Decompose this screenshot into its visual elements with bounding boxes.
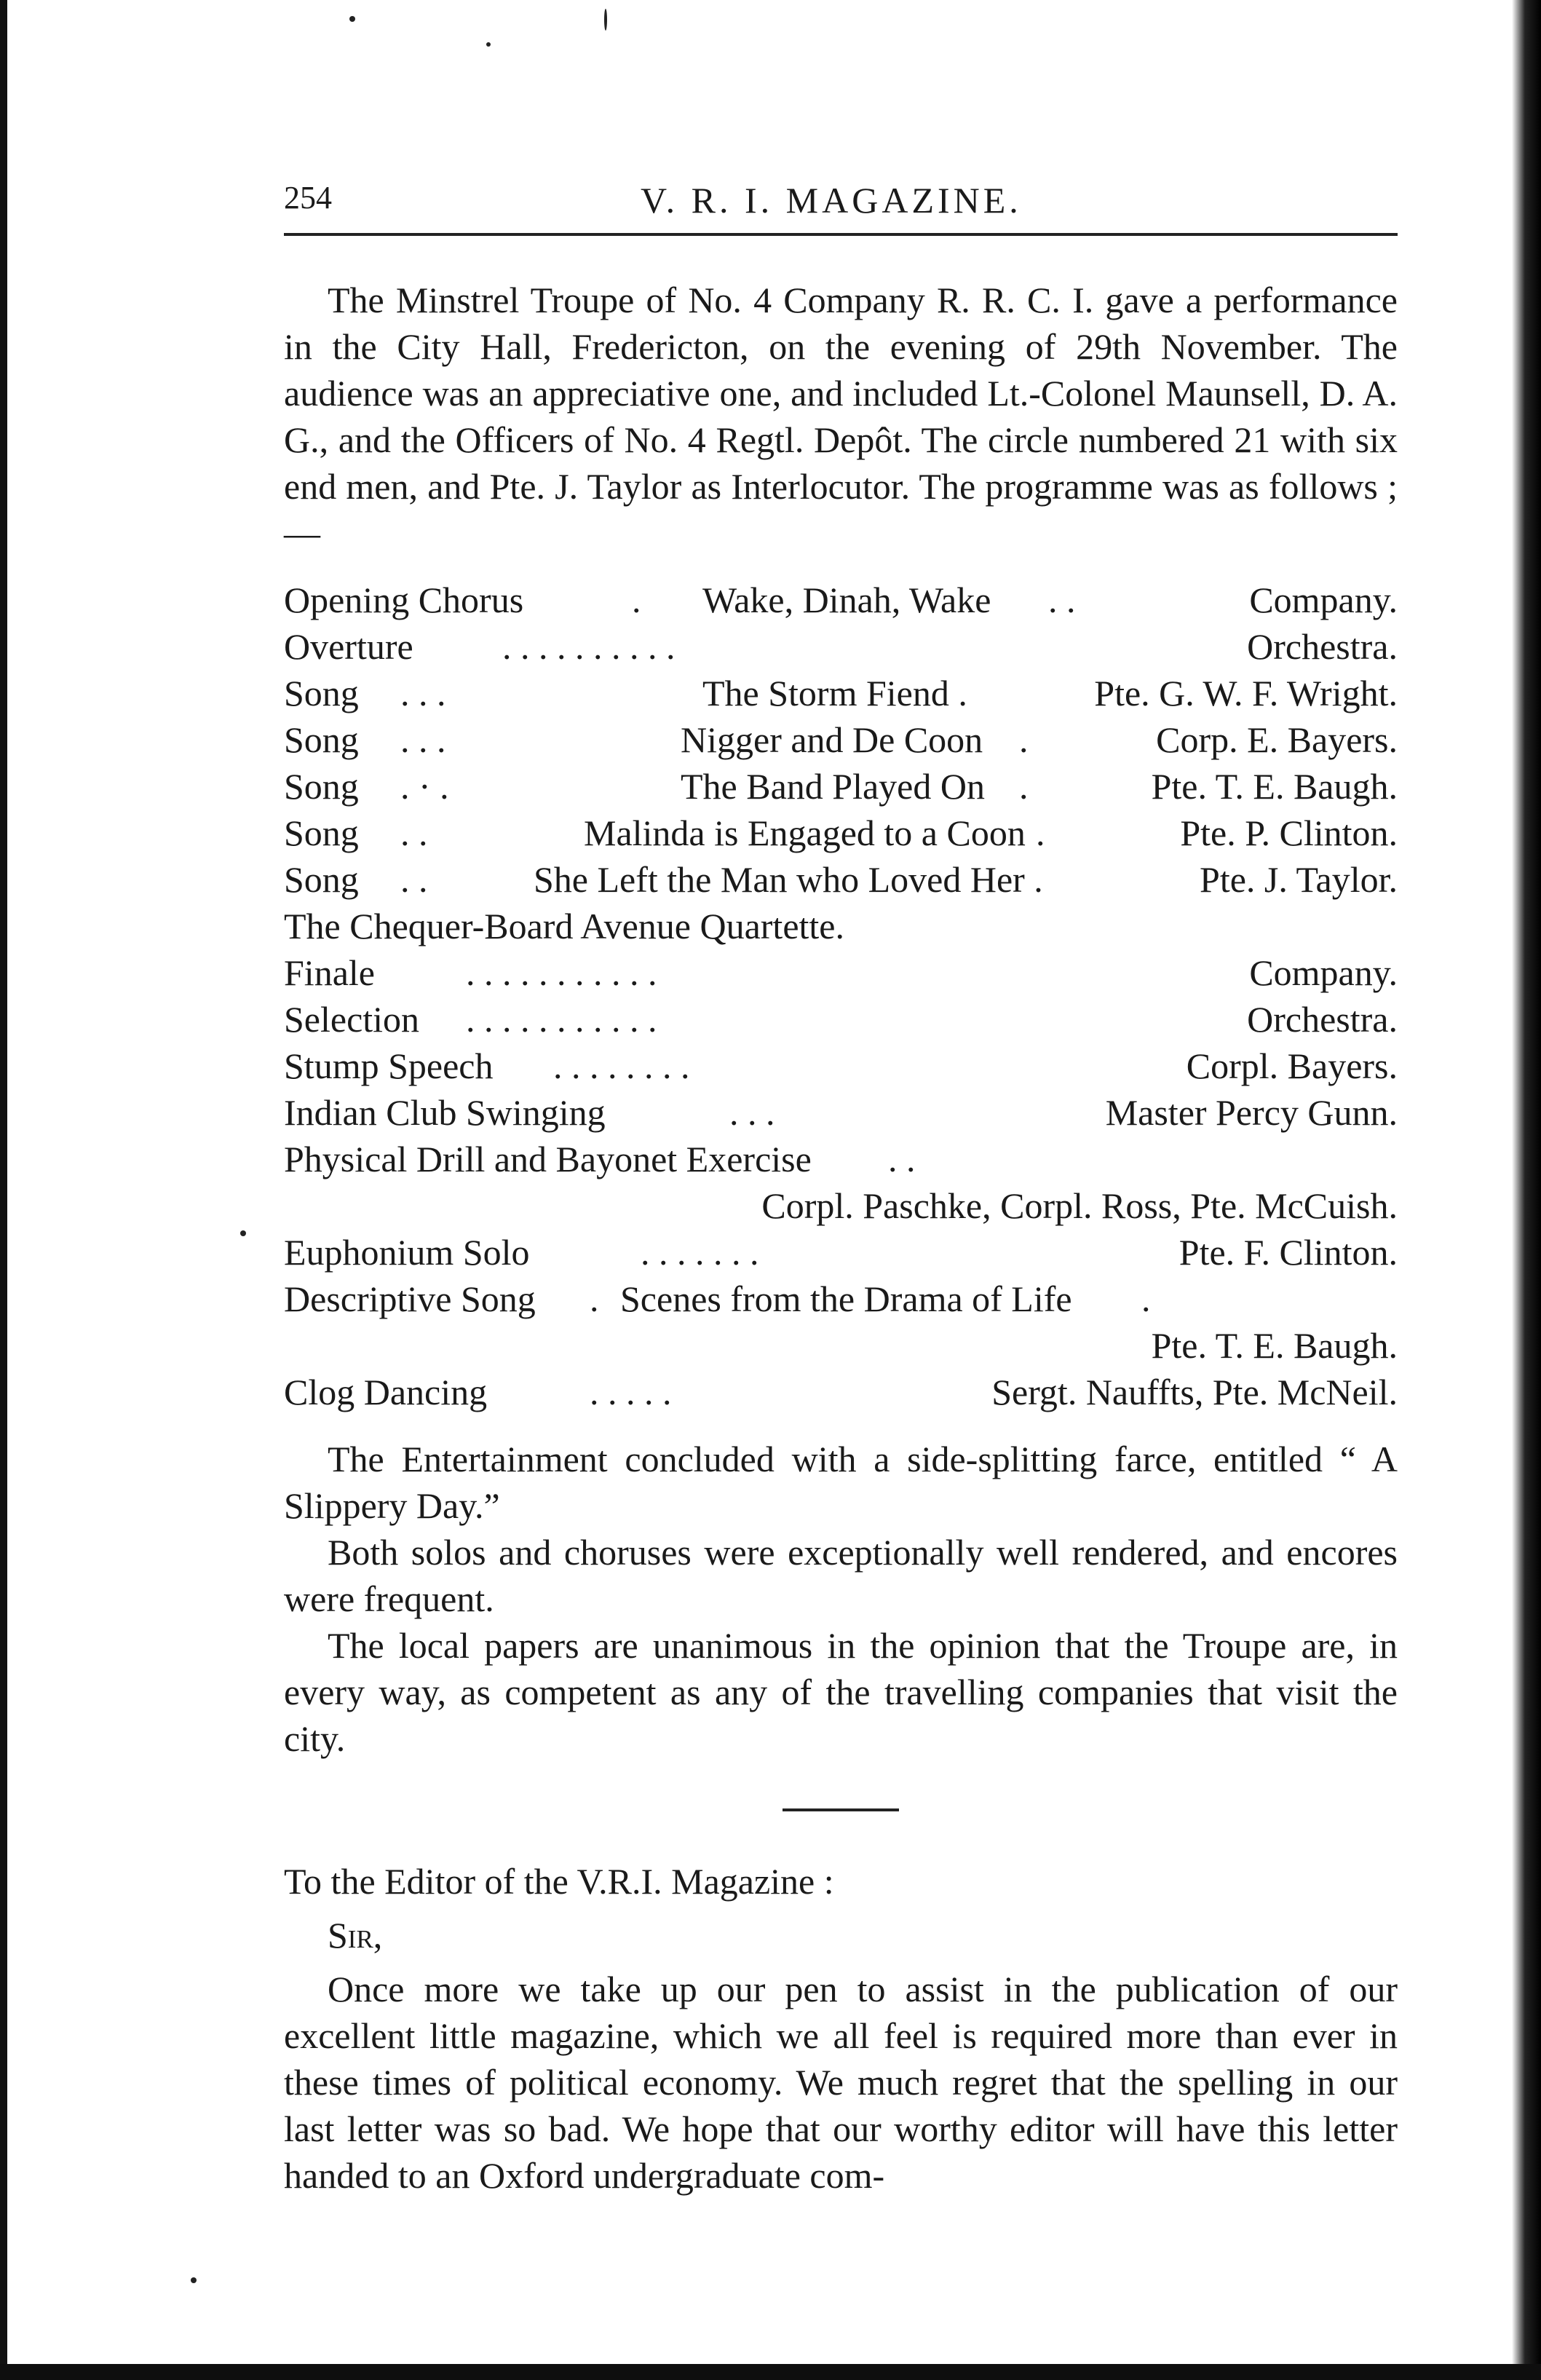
programme-performer: Orchestra. (1247, 626, 1398, 667)
programme-row (284, 1322, 1398, 1369)
leader-dots: . (590, 1278, 599, 1319)
programme-item: Euphonium Solo (284, 1232, 530, 1273)
programme-item: Song (284, 719, 359, 760)
leader-dots: . . . (400, 719, 446, 760)
programme-title: The Storm Fiend . (702, 673, 967, 713)
programme-item: Stump Speech (284, 1045, 494, 1086)
programme-performer: Company. (1249, 580, 1398, 620)
programme-item: Song (284, 673, 359, 713)
programme-title: Malinda is Engaged to a Coon (584, 813, 1026, 853)
programme-item: The Chequer-Board Avenue Quartette. (284, 906, 844, 946)
programme-performer: Pte. T. E. Baugh. (1151, 1325, 1398, 1366)
programme-row (284, 1369, 1398, 1415)
programme-performer: Pte. J. Taylor. (1200, 859, 1398, 900)
programme-performer: Pte. G. W. F. Wright. (1094, 673, 1398, 713)
running-header (284, 175, 1398, 236)
scan-edge-bottom (0, 2364, 1541, 2380)
magazine-title: V. R. I. MAGAZINE. (641, 180, 1022, 221)
programme-title: Nigger and De Coon (681, 719, 983, 760)
programme-item: Clog Dancing (284, 1372, 488, 1412)
programme-row (284, 763, 1398, 810)
programme-performer: Pte. P. Clinton. (1180, 813, 1398, 853)
programme-item: Selection (284, 999, 420, 1040)
leader-dots: . · . (400, 766, 449, 807)
programme-performer: Pte. T. E. Baugh. (1151, 766, 1398, 807)
programme-title: Scenes from the Drama of Life (620, 1278, 1072, 1319)
programme-performer: Company. (1249, 952, 1398, 993)
programme-row (284, 1276, 1398, 1322)
programme-row (284, 1043, 1398, 1089)
programme-row (284, 670, 1398, 716)
leader-dots: . . (400, 813, 428, 853)
programme-performer: Orchestra. (1247, 999, 1398, 1040)
programme-item: Song (284, 859, 359, 900)
programme-row (284, 1229, 1398, 1276)
scan-speck (604, 9, 607, 31)
leader-dots: . (632, 580, 641, 620)
programme-performer: Corp. E. Bayers. (1156, 719, 1398, 760)
letter-salutation: Sir, (328, 1915, 383, 1956)
closing-paragraph: The Entertainment concluded with a side-splitting farce, entitled “ A Slippery Day.” (284, 1439, 1398, 1526)
programme-row (284, 1089, 1398, 1136)
programme-item: Descriptive Song (284, 1278, 536, 1319)
programme-row (284, 623, 1398, 670)
programme-item: Indian Club Swinging (284, 1092, 606, 1133)
programme-performer: Corpl. Bayers. (1186, 1045, 1398, 1086)
programme-row (284, 716, 1398, 763)
programme-row (284, 577, 1398, 623)
programme-performer: Sergt. Nauffts, Pte. McNeil. (991, 1372, 1398, 1412)
programme-title: Wake, Dinah, Wake (702, 580, 991, 620)
leader-dots: . (1019, 719, 1029, 760)
intro-paragraph: The Minstrel Troupe of No. 4 Company R. R. C. I. gave a performance in the City Hall, Fredericton, on the evening of 29th November. The audience was an appreciative one, and included Lt.-Colonel Maunsell, D. A. G., and the Officers of No. 4 Regtl. Depôt. The circle numbered 21 with six end men, and Pte. J. Taylor as Interlocutor. The programme was as follows ;— (284, 280, 1398, 553)
leader-dots: . . . . . . . . . . . (466, 999, 657, 1040)
closing-paragraph: The local papers are unanimous in the opinion that the Troupe are, in every way, as competent as any of the travelling companies that visit the city. (284, 1625, 1398, 1759)
leader-dots: . (1036, 813, 1045, 853)
scan-edge-right (1512, 0, 1541, 2380)
programme-performer: Corpl. Paschke, Corpl. Ross, Pte. McCuish. (761, 1185, 1398, 1226)
leader-dots: . . (400, 859, 428, 900)
leader-dots: . . . . . . . (641, 1232, 759, 1273)
letter-body: Once more we take up our pen to assist in the publication of our excellent little magazine, which we all feel is required more than ever in these times of political economy. We much regret that the spelling in our last letter was so bad. We hope that our worthy editor will have this letter handed to an Oxford undergraduate com- (284, 1969, 1398, 2196)
programme-performer: Master Percy Gunn. (1105, 1092, 1398, 1133)
programme-item: Song (284, 813, 359, 853)
scan-speck (349, 16, 355, 22)
programme-item: Overture (284, 626, 413, 667)
leader-dots: . . (1048, 580, 1076, 620)
programme-row (284, 856, 1398, 903)
programme-row (284, 996, 1398, 1043)
programme-row (284, 810, 1398, 856)
scan-speck (240, 1230, 246, 1236)
leader-dots: . . . (729, 1092, 775, 1133)
leader-dots: . . . (400, 673, 446, 713)
letter-address: To the Editor of the V.R.I. Magazine : (284, 1861, 834, 1902)
closing-paragraph: Both solos and choruses were exceptionally well rendered, and encores were frequent. (284, 1532, 1398, 1619)
leader-dots: . . . . . . . . (553, 1045, 690, 1086)
programme-list (284, 577, 1398, 1415)
page-content (284, 175, 1398, 2199)
page-number: 254 (284, 180, 332, 216)
programme-row (284, 949, 1398, 996)
leader-dots: . (1141, 1278, 1151, 1319)
section-divider (783, 1808, 899, 1811)
programme-item: Song (284, 766, 359, 807)
programme-row (284, 1182, 1398, 1229)
leader-dots: . . . . . . . . . . (502, 626, 676, 667)
leader-dots: . (1019, 766, 1029, 807)
programme-performer: Pte. F. Clinton. (1178, 1232, 1398, 1273)
leader-dots: . . (888, 1139, 916, 1179)
programme-item: Opening Chorus (284, 580, 524, 620)
leader-dots: . . . . . . . . . . . (466, 952, 657, 993)
programme-title: She Left the Man who Loved Her . (534, 859, 1043, 900)
scan-speck (486, 42, 491, 47)
scan-edge-left (0, 0, 7, 2380)
programme-row (284, 903, 1398, 949)
programme-item: Finale (284, 952, 375, 993)
programme-item: Physical Drill and Bayonet Exercise (284, 1139, 812, 1179)
leader-dots: . . . . . (590, 1372, 672, 1412)
programme-title: The Band Played On (681, 766, 985, 807)
programme-row (284, 1136, 1398, 1182)
scan-speck (191, 2277, 197, 2283)
